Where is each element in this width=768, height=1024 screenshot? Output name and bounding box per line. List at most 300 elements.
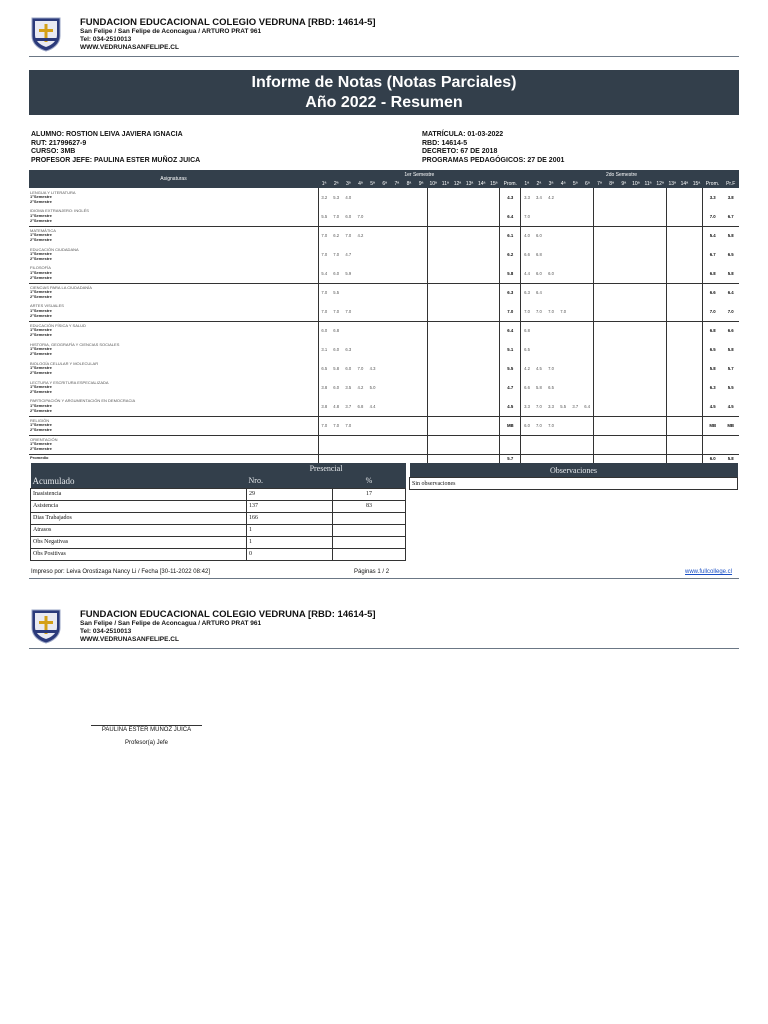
semester-2-average bbox=[703, 435, 723, 454]
grade-column-label: 4ª bbox=[557, 179, 569, 188]
grade-cell bbox=[606, 207, 618, 226]
grade-cell bbox=[476, 226, 488, 245]
grade-cell bbox=[593, 188, 605, 207]
grade-cell bbox=[367, 245, 379, 264]
grade-column-label: 15ª bbox=[488, 179, 500, 188]
grade-cell bbox=[391, 378, 403, 397]
grade-cell bbox=[415, 188, 427, 207]
final-average: 5.5 bbox=[727, 385, 734, 390]
grade-cell bbox=[533, 454, 545, 463]
semester-1-average: 5.1 bbox=[500, 340, 521, 359]
grade-cell: 7.0 bbox=[560, 308, 567, 314]
grade-cell bbox=[403, 264, 415, 283]
grade-cell bbox=[427, 359, 439, 378]
grade-cell bbox=[354, 283, 366, 302]
grade-column-label: 3ª bbox=[545, 179, 557, 188]
grade-cell bbox=[678, 283, 690, 302]
grade-cell bbox=[476, 359, 488, 378]
school-address: San Felipe / San Felipe de Aconcagua / ARTURO PRAT 961 bbox=[80, 28, 262, 35]
grade-cell bbox=[464, 435, 476, 454]
grade-cell bbox=[379, 302, 391, 321]
subject-row bbox=[29, 264, 739, 283]
grade-cell bbox=[618, 207, 630, 226]
school-header bbox=[29, 16, 63, 57]
grade-cell: 3.7 bbox=[572, 403, 579, 409]
final-average: MB bbox=[722, 416, 739, 435]
grade-column-label: 12ª bbox=[654, 179, 666, 188]
student-info-left bbox=[31, 131, 200, 165]
grade-cell bbox=[427, 340, 439, 359]
grade-cell bbox=[439, 378, 451, 397]
subject-name: FILOSOFÍA bbox=[30, 265, 51, 271]
grade-cell: 7.0 bbox=[545, 416, 557, 435]
grade-cell bbox=[391, 283, 403, 302]
grade-cell: 6.5 bbox=[548, 385, 554, 390]
grade-cell bbox=[391, 188, 403, 207]
grade-cell bbox=[569, 454, 581, 463]
grade-cell bbox=[427, 226, 439, 245]
grade-cell: 6.4 bbox=[533, 283, 545, 302]
grade-cell bbox=[330, 454, 342, 463]
subject-name: EDUCACIÓN CIUDADANA bbox=[30, 246, 79, 252]
grade-cell bbox=[464, 207, 476, 226]
grade-cell bbox=[367, 283, 379, 302]
grade-cell bbox=[581, 283, 593, 302]
grade-cell: 4.4 bbox=[521, 264, 533, 283]
page-count: Páginas 1 / 2 bbox=[354, 569, 390, 575]
grade-cell bbox=[581, 207, 593, 226]
grade-cell bbox=[690, 207, 702, 226]
semester-1-label: 1°Semestre bbox=[30, 422, 52, 428]
semester-1-label: 1°Semestre bbox=[30, 365, 52, 371]
grade-cell bbox=[354, 435, 366, 454]
semester-2-label: 2°Semestre bbox=[30, 350, 52, 356]
grade-cell: 6.3 bbox=[521, 283, 533, 302]
grade-cell bbox=[606, 283, 618, 302]
grade-cell bbox=[391, 397, 403, 416]
semester-2-average: 4.5 bbox=[703, 397, 723, 416]
grade-cell: 7.0 bbox=[535, 403, 542, 409]
grade-cell bbox=[379, 245, 391, 264]
final-average: 5.8 bbox=[727, 347, 734, 352]
grade-cell bbox=[427, 435, 439, 454]
grade-cell bbox=[666, 321, 678, 340]
attendance-pct: 17 bbox=[333, 488, 406, 500]
grade-cell bbox=[439, 416, 451, 435]
grade-cell bbox=[545, 283, 557, 302]
grade-cell bbox=[367, 207, 379, 226]
report-banner bbox=[29, 70, 739, 115]
grade-cell bbox=[403, 226, 415, 245]
grade-cell bbox=[654, 226, 666, 245]
grade-cell: 3.2 bbox=[318, 188, 330, 207]
grade-cell bbox=[678, 226, 690, 245]
semester-1-label: 1°Semestre bbox=[30, 384, 52, 390]
grade-cell: 6.8 bbox=[521, 321, 533, 340]
grade-cell bbox=[415, 435, 427, 454]
grade-cell bbox=[690, 454, 702, 463]
grade-cell bbox=[439, 226, 451, 245]
grade-cell bbox=[451, 245, 463, 264]
attendance-label: Atrasos bbox=[31, 524, 247, 536]
grade-cell bbox=[476, 188, 488, 207]
grade-cell: 7.0 bbox=[345, 308, 352, 314]
enrollment-date: MATRÍCULA: 01-03-2022 bbox=[422, 131, 504, 138]
subject-row bbox=[29, 245, 739, 264]
grade-cell: 7.0 bbox=[318, 283, 330, 302]
grade-cell: 3.3 bbox=[548, 403, 554, 409]
grade-cell bbox=[391, 454, 403, 463]
grade-cell bbox=[439, 454, 451, 463]
grade-cell: 6.0 bbox=[535, 270, 542, 276]
grade-cell bbox=[391, 359, 403, 378]
grade-cell bbox=[476, 378, 488, 397]
grade-cell bbox=[666, 188, 678, 207]
grade-cell bbox=[666, 397, 678, 416]
grade-cell bbox=[642, 454, 654, 463]
semester-2-label: 2°Semestre bbox=[30, 255, 52, 261]
final-average: 6.5 bbox=[727, 252, 734, 257]
grade-column-label: 14ª bbox=[678, 179, 690, 188]
grade-cell bbox=[439, 302, 451, 321]
grade-cell bbox=[569, 302, 581, 321]
grade-cell bbox=[391, 416, 403, 435]
grade-cell bbox=[581, 321, 593, 340]
grade-cell bbox=[666, 359, 678, 378]
grade-column-label: Pr.F bbox=[722, 179, 739, 188]
semester-1-label: 1°Semestre bbox=[30, 251, 52, 257]
grade-cell: 5.9 bbox=[345, 270, 352, 276]
head-teacher: PROFESOR JEFE: PAULINA ESTER MUÑOZ JUICA bbox=[31, 156, 201, 164]
grade-cell bbox=[545, 321, 557, 340]
grade-cell bbox=[690, 226, 702, 245]
grade-column-label: 5ª bbox=[569, 179, 581, 188]
grade-column-label: 4ª bbox=[354, 179, 366, 188]
grade-cell: 7.0 bbox=[533, 416, 545, 435]
grade-cell bbox=[415, 359, 427, 378]
grade-cell bbox=[581, 416, 593, 435]
grade-cell bbox=[593, 435, 605, 454]
grade-cell bbox=[439, 359, 451, 378]
grade-cell bbox=[354, 416, 366, 435]
grade-column-label: 14ª bbox=[476, 179, 488, 188]
grade-cell bbox=[488, 397, 500, 416]
grade-column-label: 10ª bbox=[630, 179, 642, 188]
semester-2-label: 2°Semestre bbox=[30, 217, 52, 223]
semester-1-label: 1°Semestre bbox=[30, 269, 52, 275]
grade-cell bbox=[630, 207, 642, 226]
fullcollege-link[interactable]: www.fullcollege.cl bbox=[685, 569, 733, 575]
printed-by: Impreso por: Leiva Orostizaga Nancy Li / Fecha [30-11-2022 08:42] bbox=[31, 569, 210, 575]
grade-cell: 6.5 bbox=[318, 359, 330, 378]
grade-cell bbox=[391, 321, 403, 340]
school-address-2: San Felipe / San Felipe de Aconcagua / ARTURO PRAT 961 bbox=[80, 620, 262, 627]
grade-cell bbox=[391, 264, 403, 283]
grade-cell bbox=[451, 321, 463, 340]
grade-cell bbox=[403, 416, 415, 435]
grade-cell bbox=[488, 245, 500, 264]
grade-cell bbox=[569, 226, 581, 245]
grade-cell bbox=[642, 340, 654, 359]
grade-cell bbox=[379, 283, 391, 302]
grade-cell bbox=[678, 245, 690, 264]
grade-column-label: 10ª bbox=[427, 179, 439, 188]
grade-cell bbox=[618, 245, 630, 264]
grade-cell bbox=[593, 302, 605, 321]
grade-cell bbox=[464, 245, 476, 264]
grade-cell bbox=[464, 397, 476, 416]
grade-column-label: 13ª bbox=[666, 179, 678, 188]
attendance-nro: 137 bbox=[247, 500, 333, 512]
grade-cell bbox=[690, 340, 702, 359]
grade-cell bbox=[557, 226, 569, 245]
grade-cell bbox=[678, 359, 690, 378]
grade-cell bbox=[690, 359, 702, 378]
grade-cell: 3.3 bbox=[521, 397, 533, 416]
grade-cell bbox=[391, 245, 403, 264]
grade-cell bbox=[654, 188, 666, 207]
grade-cell bbox=[593, 397, 605, 416]
subject-name: ARTES VISUALES bbox=[30, 303, 64, 309]
grade-cell bbox=[557, 188, 569, 207]
grade-cell bbox=[391, 207, 403, 226]
grade-cell bbox=[521, 435, 533, 454]
acumulado-header: Acumulado bbox=[31, 474, 247, 488]
subject-row bbox=[29, 226, 739, 245]
grade-cell bbox=[488, 302, 500, 321]
grade-cell bbox=[439, 207, 451, 226]
grade-cell bbox=[403, 283, 415, 302]
semester-1-average: 6.4 bbox=[500, 321, 521, 340]
subject-cell bbox=[29, 435, 318, 454]
attendance-label: Obs Positivas bbox=[31, 548, 247, 560]
grade-cell bbox=[654, 397, 666, 416]
grade-cell bbox=[367, 416, 379, 435]
grade-cell bbox=[439, 435, 451, 454]
subject-cell bbox=[29, 302, 318, 321]
grade-cell bbox=[630, 245, 642, 264]
grade-cell bbox=[415, 207, 427, 226]
grade-column-label: 9ª bbox=[415, 179, 427, 188]
grade-cell bbox=[678, 340, 690, 359]
grade-cell bbox=[427, 302, 439, 321]
grade-cell bbox=[427, 207, 439, 226]
attendance-row bbox=[31, 512, 406, 524]
grade-cell bbox=[533, 435, 545, 454]
attendance-label: Asistencia bbox=[31, 500, 247, 512]
grade-cell bbox=[427, 416, 439, 435]
grade-cell bbox=[533, 207, 545, 226]
grade-cell bbox=[581, 454, 593, 463]
grade-cell bbox=[403, 359, 415, 378]
school-crest-icon bbox=[29, 16, 63, 52]
subject-name: LENGUA Y LITERATURA bbox=[30, 189, 76, 195]
grade-cell bbox=[678, 416, 690, 435]
grade-cell bbox=[415, 245, 427, 264]
grade-cell bbox=[690, 245, 702, 264]
grade-cell bbox=[464, 321, 476, 340]
attendance-row bbox=[31, 488, 406, 500]
grade-cell bbox=[391, 340, 403, 359]
semester-2-average: 6.3 bbox=[703, 378, 723, 397]
grade-cell bbox=[593, 340, 605, 359]
grade-cell bbox=[642, 283, 654, 302]
grade-cell bbox=[581, 378, 593, 397]
grade-cell bbox=[403, 454, 415, 463]
grade-cell bbox=[379, 454, 391, 463]
footer-divider bbox=[29, 578, 739, 579]
grade-column-label: 7ª bbox=[593, 179, 605, 188]
grade-cell bbox=[415, 321, 427, 340]
grade-cell: 6.0 bbox=[345, 213, 352, 219]
grade-cell: 6.4 bbox=[584, 403, 591, 409]
grade-cell: 5.8 bbox=[333, 366, 340, 371]
grade-cell: 4.2 bbox=[548, 195, 554, 200]
grade-cell bbox=[630, 435, 642, 454]
grade-cell bbox=[593, 207, 605, 226]
subject-name: LECTURA Y ESCRITURA ESPECIALIZADA bbox=[30, 379, 109, 385]
signature-line bbox=[91, 725, 202, 726]
grade-cell bbox=[569, 321, 581, 340]
semester-1-label: 1°Semestre bbox=[30, 232, 52, 238]
grade-cell bbox=[464, 188, 476, 207]
grade-cell: 6.0 bbox=[548, 270, 554, 276]
grade-cell bbox=[379, 188, 391, 207]
grade-cell bbox=[367, 435, 379, 454]
student-info-right bbox=[422, 131, 564, 165]
attendance-label: Dias Trabajados bbox=[31, 512, 247, 524]
grade-cell bbox=[642, 416, 654, 435]
grade-column-label: 11ª bbox=[642, 179, 654, 188]
grade-cell bbox=[678, 207, 690, 226]
grade-cell bbox=[666, 340, 678, 359]
school-phone: Tel: 034-2510013 bbox=[80, 36, 132, 43]
subject-name: ORIENTACIÓN bbox=[30, 436, 58, 442]
attendance-table bbox=[30, 463, 406, 561]
grade-cell bbox=[666, 207, 678, 226]
grade-cell bbox=[379, 340, 391, 359]
student-name: ALUMNO: ROSTION LEIVA JAVIERA IGNACIA bbox=[31, 131, 183, 138]
grade-cell bbox=[451, 340, 463, 359]
school-name: FUNDACION EDUCACIONAL COLEGIO VEDRUNA [RBD: 14614-5] bbox=[80, 17, 376, 28]
semester-2-average: 5.8 bbox=[703, 359, 723, 378]
grade-cell: 5.3 bbox=[333, 195, 340, 200]
grade-cell bbox=[569, 416, 581, 435]
header-divider-2 bbox=[29, 648, 739, 649]
grade-cell: 7.0 bbox=[342, 226, 354, 245]
semester-2-average: 6.5 bbox=[703, 340, 723, 359]
grade-cell bbox=[379, 378, 391, 397]
grade-column-label: 1ª bbox=[318, 179, 330, 188]
grade-cell bbox=[569, 283, 581, 302]
grade-cell bbox=[403, 340, 415, 359]
grade-cell bbox=[342, 435, 354, 454]
final-average: 4.5 bbox=[727, 403, 734, 409]
grade-cell bbox=[630, 321, 642, 340]
grade-cell bbox=[630, 359, 642, 378]
grade-cell bbox=[488, 188, 500, 207]
grade-column-label: 8ª bbox=[403, 179, 415, 188]
average-label bbox=[29, 454, 318, 463]
subject-cell bbox=[29, 245, 318, 264]
nro-header: Nro. bbox=[247, 474, 333, 488]
grade-cell bbox=[678, 397, 690, 416]
semester-2-label: 2°Semestre bbox=[30, 198, 52, 204]
grade-cell bbox=[488, 340, 500, 359]
grade-cell: 7.0 bbox=[535, 308, 542, 314]
grade-cell: 5.0 bbox=[369, 385, 376, 390]
grade-cell bbox=[415, 454, 427, 463]
grade-column-label: 12ª bbox=[451, 179, 463, 188]
semester-2-header: 2do Semestre bbox=[521, 170, 723, 179]
grade-cell bbox=[451, 359, 463, 378]
grade-cell bbox=[618, 283, 630, 302]
grade-cell: 4.2 bbox=[357, 385, 364, 390]
attendance-row bbox=[31, 536, 406, 548]
grade-column-label: 2ª bbox=[533, 179, 545, 188]
grade-cell bbox=[464, 416, 476, 435]
grade-cell bbox=[581, 435, 593, 454]
subject-row bbox=[29, 359, 739, 378]
grade-cell bbox=[666, 226, 678, 245]
grade-cell bbox=[342, 283, 354, 302]
grade-cell bbox=[367, 188, 379, 207]
grade-cell bbox=[403, 435, 415, 454]
attendance-pct bbox=[333, 548, 406, 560]
school-website-2: WWW.VEDRUNASANFELIPE.CL bbox=[80, 636, 179, 643]
grade-cell bbox=[439, 283, 451, 302]
grade-cell bbox=[464, 283, 476, 302]
semester-1-label: 1°Semestre bbox=[30, 307, 52, 313]
grade-cell bbox=[569, 245, 581, 264]
grade-cell bbox=[476, 245, 488, 264]
grade-cell: 6.0 bbox=[533, 226, 545, 245]
grade-cell bbox=[342, 321, 354, 340]
grade-cell bbox=[354, 302, 366, 321]
grade-cell bbox=[654, 435, 666, 454]
grade-column-label: 13ª bbox=[464, 179, 476, 188]
attendance-row bbox=[31, 500, 406, 512]
student-course: CURSO: 3MB bbox=[31, 148, 76, 155]
semester-2-label: 2°Semestre bbox=[30, 445, 52, 451]
grade-cell bbox=[379, 226, 391, 245]
grade-column-label: 9ª bbox=[618, 179, 630, 188]
grade-cell bbox=[642, 207, 654, 226]
grades-table bbox=[29, 170, 739, 463]
attendance-pct bbox=[333, 512, 406, 524]
grade-cell: 6.2 bbox=[330, 226, 342, 245]
semester-1-average: 5.8 bbox=[500, 264, 521, 283]
grade-cell bbox=[379, 435, 391, 454]
grade-cell bbox=[618, 340, 630, 359]
grade-cell: 6.3 bbox=[345, 347, 352, 352]
grade-cell bbox=[642, 302, 654, 321]
grade-cell: 4.2 bbox=[521, 359, 533, 378]
subject-name: EDUCACIÓN FÍSICA Y SALUD bbox=[30, 322, 86, 328]
final-average: 6.4 bbox=[722, 283, 739, 302]
grade-cell: 5.4 bbox=[318, 264, 330, 283]
grade-cell bbox=[451, 207, 463, 226]
semester-1-average: 4.3 bbox=[500, 188, 521, 207]
grade-cell bbox=[569, 207, 581, 226]
semester-1-average: 4.5 bbox=[500, 397, 521, 416]
grade-cell: 5.5 bbox=[560, 403, 567, 409]
semester-1-label: 1°Semestre bbox=[30, 402, 52, 408]
grade-cell bbox=[379, 416, 391, 435]
grade-cell bbox=[593, 245, 605, 264]
subject-row bbox=[29, 302, 739, 321]
grade-cell bbox=[545, 435, 557, 454]
